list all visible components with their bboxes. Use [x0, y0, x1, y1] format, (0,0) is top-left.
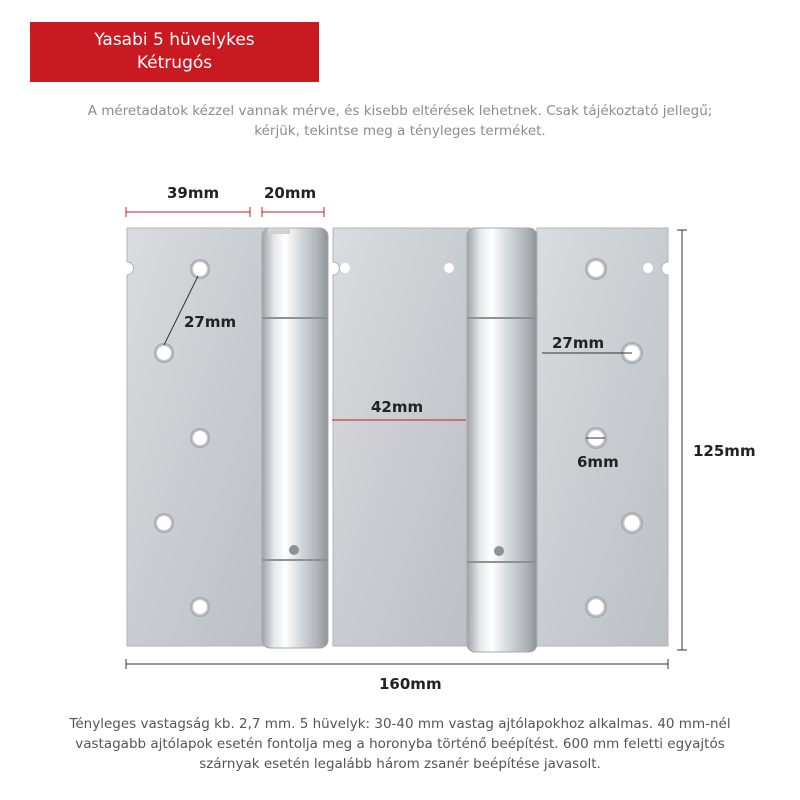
note-line-1: A méretadatok kézzel vannak mérve, és kisebb eltérések lehetnek. Csak tájékoztató jellegű;: [87, 103, 713, 119]
screw-hole: [621, 512, 643, 534]
dim-height: 125mm: [693, 442, 756, 460]
dim-hole-spacing-left: 27mm: [184, 313, 237, 331]
right-barrel: [467, 228, 537, 652]
screw-hole: [585, 258, 607, 280]
note-line-2: kérjük, tekintse meg a tényleges terméket.: [254, 123, 546, 139]
dim-middle-width: 42mm: [371, 398, 424, 416]
right-leaf: [537, 228, 668, 646]
dim-hole-diameter: 6mm: [577, 453, 619, 471]
screw-hole: [190, 259, 210, 279]
dim-knuckle-width: 20mm: [264, 184, 317, 202]
pin-dot: [289, 545, 299, 555]
footer-line-2: vastagabb ajtólapok esetén fontolja meg a horonyba történő beépítést. 600 mm feletti egyajtós: [75, 736, 725, 752]
screw-hole: [190, 597, 210, 617]
dim-leaf-width: 39mm: [167, 184, 220, 202]
dim-hole-spacing-right: 27mm: [552, 334, 605, 352]
screw-hole: [585, 596, 607, 618]
footer-line-3: szárnyak esetén legalább három zsanér beépítése javasolt.: [199, 756, 601, 772]
screw-hole: [154, 513, 174, 533]
title-line-2: Kétrugós: [136, 53, 213, 73]
pin-dot: [494, 546, 504, 556]
left-barrel: [262, 228, 328, 648]
screw-hole: [154, 343, 174, 363]
dim-total-width: 160mm: [379, 675, 442, 693]
middle-leaf: [333, 228, 470, 646]
screw-hole: [190, 428, 210, 448]
footer-line-1: Tényleges vastagság kb. 2,7 mm. 5 hüvelyk: 30-40 mm vastag ajtólapokhoz alkalmas. 40 mm-nél: [69, 716, 731, 732]
left-leaf: [127, 228, 268, 646]
installation-note: [4, 714, 796, 774]
title-line-1: Yasabi 5 hüvelykes: [94, 30, 255, 50]
